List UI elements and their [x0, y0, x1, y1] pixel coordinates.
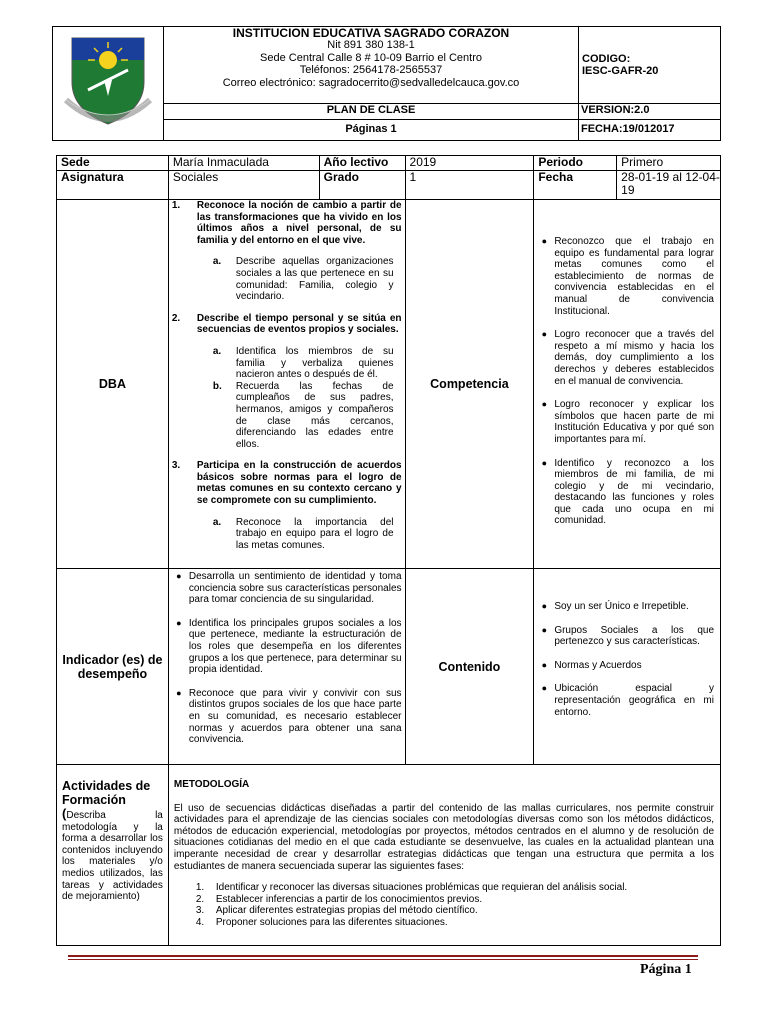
dba-sub-text: Identifica los miembros de su familia y verbaliza quienes nacieron antes o después de él. [235, 345, 394, 381]
institution-address: Sede Central Calle 8 # 10-09 Barrio el Centro [260, 51, 482, 64]
periodo-label: Periodo [534, 156, 617, 171]
dba-item-text: Reconoce la noción de cambio a partir de las transformaciones que ha vivido en los últimos años a nivel personal, de su familia y del entorno en el que vive. [196, 200, 402, 246]
bullet-icon: ● [541, 683, 548, 694]
indicador-item [169, 688, 402, 746]
step-item [196, 882, 714, 894]
actividades-content [168, 765, 720, 946]
dba-sub-letter: a. [212, 256, 222, 268]
dba-sub-letter: a. [212, 516, 222, 528]
dba-item-number: 2. [171, 312, 181, 324]
competencia-content [534, 200, 721, 569]
contenido-item [534, 660, 714, 672]
indicador-content [168, 569, 405, 765]
dba-item-number: 1. [171, 200, 181, 211]
bullet-icon: ● [541, 329, 548, 340]
dba-sub-letter: b. [212, 380, 222, 392]
step-text: Aplicar diferentes estrategias propias del método científico. [215, 905, 478, 917]
institution-nit: Nit 891 380 138-1 [327, 39, 415, 52]
competencia-item-text: Reconozco que el trabajo en equipo es fundamental para lograr metas comunes como el establecimiento de normas de convivencia establecidas en el manual de convivencia Institucional. [554, 236, 714, 317]
institution-phones: Teléfonos: 2564178-2565537 [299, 64, 443, 77]
bullet-icon: ● [176, 617, 182, 628]
contenido-item [534, 625, 714, 648]
step-text: Establecer inferencias a partir de los conocimientos previos. [215, 893, 483, 905]
step-number: 1. [195, 882, 205, 894]
code-value: IESC-GAFR-20 [582, 65, 659, 78]
dba-sub-item [213, 517, 394, 552]
plan-table [56, 155, 721, 946]
indicador-item [169, 571, 402, 606]
step-item [196, 917, 714, 929]
contenido-content [534, 569, 721, 765]
sede-label: Sede [57, 156, 169, 171]
competencia-item [534, 458, 714, 528]
fecha-value: 28-01-19 al 12-04-19 [617, 171, 721, 200]
dba-sub-letter: a. [212, 345, 222, 357]
page-number: Página 1 [640, 962, 692, 977]
dba-content [168, 200, 405, 569]
competencia-item [534, 399, 714, 445]
footer-rule-thin [68, 959, 698, 960]
steps-list [174, 882, 714, 928]
indicador-item-text: Desarrolla un sentimiento de identidad y toma conciencia sobre sus características personales para tomar conciencia de su singularidad. [188, 571, 402, 606]
competencia-item [534, 329, 714, 387]
institution-info [164, 27, 579, 104]
step-text: Proponer soluciones para las diferentes situaciones. [215, 916, 448, 928]
sede-value: María Inmaculada [168, 156, 319, 171]
bullet-icon: ● [541, 624, 548, 635]
dba-list [169, 200, 402, 551]
dba-sub-item [213, 346, 394, 381]
anio-value: 2019 [405, 156, 534, 171]
pages: Páginas 1 [164, 119, 579, 140]
grado-value: 1 [405, 171, 534, 200]
indicador-item-text: Reconoce que para vivir y convivir con sus distintos grupos sociales de los que hace parte en su comunidad, es necesario establecer normas y acuerdos para obtener una sana convivencia. [188, 687, 402, 746]
metodologia-paragraph: El uso de secuencias didácticas diseñadas a partir del contenido de las mallas curriculares, nos permite construir actividades para el aprendizaje de las ciencias sociales con metodologías diversas como son los métodos didácticos, métodos de educación experiencial, metodologías por proyectos, métodos centrados en el alumno y de resolución de situaciones cotidianas del medio en el que cada estudiante se desenvuelve, las cuales en la actualidad plantean una imperante necesidad de crear y desarrollar estrategias didácticas que tengan una estructura que permita a los estudiantes de manera secuenciada superar las siguientes fases: [173, 802, 714, 872]
dba-sub-text: Describe aquellas organizaciones sociales a las que pertenece en su comunidad: Familia, colegio y vecindario. [235, 256, 394, 303]
step-text: Identificar y reconocer las diversas situaciones problémicas que requieran del análisis social. [215, 882, 628, 894]
asignatura-label: Asignatura [57, 171, 169, 200]
competencia-list [534, 236, 714, 527]
header-table [52, 26, 721, 141]
footer-rule [68, 955, 698, 957]
contenido-list [534, 601, 714, 718]
indicador-label: Indicador (es) de desempeño [57, 569, 169, 765]
bullet-icon: ● [541, 457, 548, 468]
contenido-item-text: Soy un ser Único e Irrepetible. [554, 601, 689, 612]
institution-email: Correo electrónico: sagradocerrito@sedvalledelcauca.gov.co [222, 76, 520, 89]
competencia-label: Competencia [405, 200, 534, 569]
contenido-item [534, 683, 714, 718]
school-shield-logo-icon [58, 30, 158, 134]
dba-item [169, 200, 402, 246]
actividades-desc: Describa la metodología y la forma a desarrollar los contenidos incluyendo los materiales y/o medios utilizados, las tareas y actividades de mejoramiento) [62, 810, 163, 903]
contenido-item-text: Ubicación espacial y representación geográfica en mi entorno. [554, 683, 714, 718]
asignatura-value: Sociales [168, 171, 319, 200]
actividades-label-cell [57, 765, 169, 946]
contenido-item-text: Grupos Sociales a los que pertenezco y sus características. [554, 624, 714, 648]
bullet-icon: ● [541, 399, 548, 410]
step-number: 4. [195, 916, 205, 928]
bullet-icon: ● [541, 236, 548, 246]
actividades-desc-paren: ( [62, 806, 67, 821]
grado-label: Grado [319, 171, 405, 200]
step-item [196, 894, 714, 906]
doc-date: FECHA:19/012017 [579, 119, 721, 140]
indicador-item-text: Identifica los principales grupos sociales a los que pertenece, mediante la estructuración de los roles que desempeña en los diferentes grupos a los que pertenece, para determinar su propia identidad. [188, 617, 402, 676]
contenido-label: Contenido [405, 569, 534, 765]
dba-sub-text: Recuerda las fechas de cumpleaños de sus padres, hermanos, amigos y compañeros de clase más cercanos, diferenciando las edades entre ellos. [235, 380, 394, 450]
logo-cell [53, 27, 164, 141]
dba-item [169, 313, 402, 336]
dba-item [169, 460, 402, 506]
competencia-item-text: Identifico y reconozco a los miembros de mi familia, de mi colegio y de mi vecindario, destacando las funciones y roles que cada uno ocupa en mi comunidad. [554, 457, 714, 527]
indicador-list [169, 571, 402, 746]
dba-label: DBA [57, 200, 169, 569]
dba-sub-item [213, 381, 394, 451]
competencia-item-text: Logro reconocer y explicar los símbolos que hacen parte de mi Institución Educativa y por qué son importantes para mí. [554, 399, 714, 445]
anio-label: Año lectivo [319, 156, 405, 171]
doc-title: PLAN DE CLASE [164, 104, 579, 120]
version: VERSION:2.0 [579, 104, 721, 120]
dba-item-text: Participa en la construcción de acuerdos básicos sobre normas para el logro de metas comunes en su contexto cercano y se compromete con su cumplimiento. [196, 460, 402, 507]
bullet-icon: ● [176, 687, 182, 698]
dba-item-number: 3. [171, 460, 181, 472]
step-item [196, 905, 714, 917]
code-cell [579, 27, 721, 104]
contenido-item-text: Normas y Acuerdos [554, 659, 642, 671]
competencia-item-text: Logro reconocer que a través del respeto a mí mismo y hacia los demás, doy cumplimiento a los derechos y deberes establecidos en el manual de convivencia. [554, 329, 714, 387]
competencia-item [534, 236, 714, 317]
contenido-item [534, 601, 714, 613]
actividades-desc-block [62, 808, 163, 903]
step-number: 3. [195, 905, 205, 917]
fecha-label: Fecha [534, 171, 617, 200]
dba-sub-item [213, 256, 394, 302]
step-number: 2. [195, 893, 205, 905]
metodologia-title: METODOLOGÍA [173, 779, 250, 790]
bullet-icon: ● [541, 601, 548, 611]
bullet-icon: ● [541, 659, 548, 670]
dba-item-text: Describe el tiempo personal y se sitúa en secuencias de eventos propios y sociales. [196, 312, 402, 336]
bullet-icon: ● [176, 571, 182, 581]
indicador-item [169, 618, 402, 676]
dba-sub-text: Reconoce la importancia del trabajo en equipo para el logro de las metas comunes. [235, 516, 394, 551]
periodo-value: Primero [617, 156, 721, 171]
actividades-label: Actividades de Formación [62, 779, 151, 807]
institution-name: INSTITUCION EDUCATIVA SAGRADO CORAZON [232, 26, 510, 40]
code-label: CODIGO: [582, 53, 631, 66]
